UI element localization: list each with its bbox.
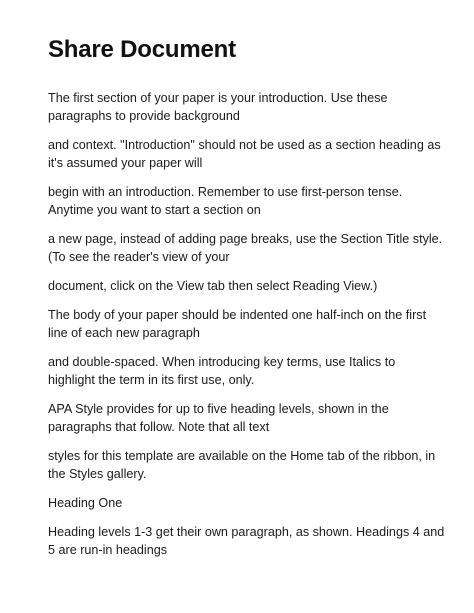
paragraph [48,89,448,125]
paragraph-line: (To see the reader's view of your [48,250,230,264]
paragraph-line: the Styles gallery. [48,467,147,481]
paragraph [48,136,448,172]
paragraph-line: highlight the term in its first use, only. [48,373,255,387]
paragraph-line: Heading One [48,496,123,510]
paragraph [48,183,448,219]
paragraph-line: and double-spaced. When introducing key terms, use Italics to [48,355,396,369]
paragraph-line: 5 are run-in headings [48,543,168,557]
paragraph-line: it's assumed your paper will [48,156,203,170]
paragraph [48,447,448,483]
paragraph-line: line of each new paragraph [48,326,200,340]
paragraph-line: begin with an introduction. Remember to use first-person tense. [48,185,403,199]
heading-one-paragraph [48,494,448,512]
paragraph-line: Anytime you want to start a section on [48,203,261,217]
paragraph-line: APA Style provides for up to five heading levels, shown in the [48,402,389,416]
paragraph-line: and context. "Introduction" should not be used as a section heading as [48,138,441,152]
paragraph [48,523,448,559]
paragraph-line: Heading levels 1-3 get their own paragraph, as shown. Headings 4 and [48,525,445,539]
paragraph [48,353,448,389]
paragraph-line: The body of your paper should be indented one half-inch on the first [48,308,427,322]
paragraph [48,306,448,342]
paragraph-line: styles for this template are available on the Home tab of the ribbon, in [48,449,436,463]
paragraph-line: a new page, instead of adding page breaks, use the Section Title style. [48,232,443,246]
document-title: Share Document [48,36,236,63]
paragraph-line: document, click on the View tab then select Reading View.) [48,279,378,293]
paragraph-line: paragraphs that follow. Note that all text [48,420,270,434]
paragraph [48,230,448,266]
paragraph-line: paragraphs to provide background [48,109,240,123]
paragraph [48,400,448,436]
paragraph-line: The first section of your paper is your introduction. Use these [48,91,388,105]
paragraph [48,277,448,295]
